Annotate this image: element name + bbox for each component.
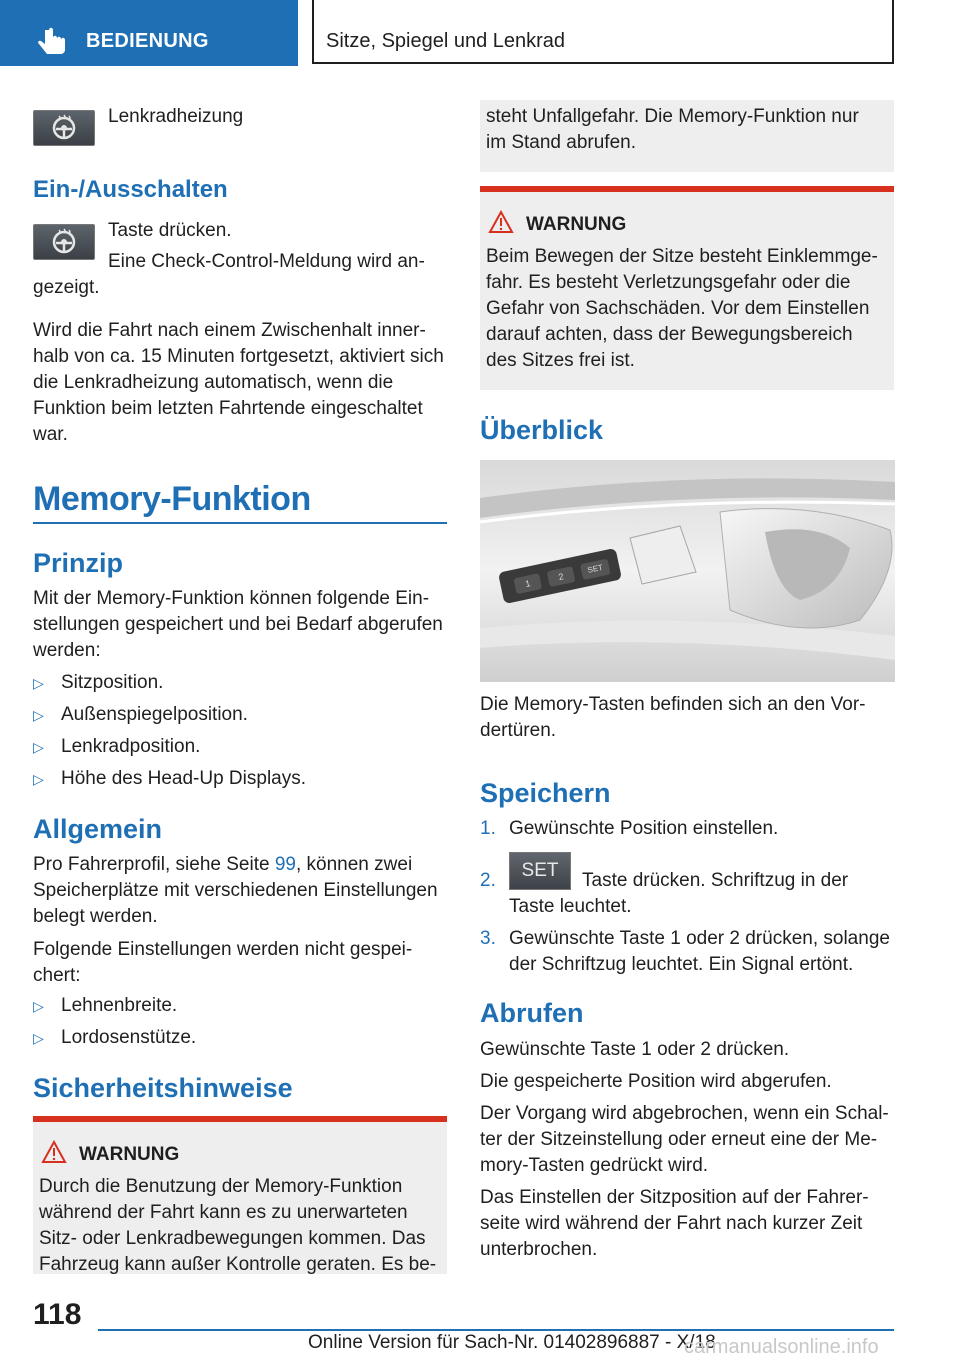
watermark: carmanualsonline.info [684,1336,879,1358]
warning-title: WARNUNG [526,214,627,235]
door-panel-photo [480,460,895,682]
chapter-header [312,0,894,64]
list-item: ▷ Lehnenbreite. [33,993,433,1019]
text-taste-druecken: Taste drücken. [108,220,232,241]
para-line: werden: [33,640,101,661]
list-item: ▷ Höhe des Head-Up Displays. [33,766,433,792]
heading-ein-ausschalten: Ein-/Ausschalten [33,176,228,203]
warning-triangle-icon [488,210,514,234]
warning-title: WARNUNG [79,1144,180,1165]
list-item: ▷ Lordosenstütze. [33,1025,433,1051]
para-line: Wird die Fahrt nach einem Zwischenhalt inner- [33,320,426,341]
para-line: chert: [33,965,81,986]
warning-box-continued [480,100,894,172]
triangle-bullet-icon: ▷ [33,998,44,1014]
heading-memory-funktion: Memory-Funktion [33,480,311,518]
para-line: Speicherplätze mit verschiedenen Einstellungen [33,880,438,901]
warning-text: Beim Bewegen der Sitze besteht Einklemmge- fahr. Es besteht Verletzungsgefahr oder die Gefahr von Sachschäden. Vor dem Einstellen darauf achten, dass der Bewegungsbereich des Sitzes frei ist. [486,246,878,371]
triangle-bullet-icon: ▷ [33,739,44,755]
text-check-control: Eine Check-Control-Meldung wird an- [108,251,425,272]
step-item: 2. SET Taste drücken. Schriftzug in der Taste leuchtet. [480,868,900,920]
warning-box [33,1122,447,1274]
memory-button-set: SET [580,559,611,580]
abrufen-paragraph: Gewünschte Taste 1 oder 2 drücken. Die gespeicherte Position wird abgerufen. Der Vorgang wird abgebrochen, wenn ein Schal- ter der Sitzeinstellung oder erneut eine der Me- mory-Tasten gedrückt wird. Das Einstellen der Sitzposition auf der Fahrer- seite wird während der Fahrt nach kurzer Zeit unterbrochen. [480,1039,889,1260]
nicht-paragraph [33,937,412,989]
para-line: Funktion beim letzten Fahrtende eingeschaltet [33,398,423,419]
warning-triangle-icon [41,1140,67,1164]
photo-caption: Die Memory-Tasten befinden sich an den Vor- dertüren. [480,694,866,741]
triangle-bullet-icon: ▷ [33,707,44,723]
auto-heat-paragraph [33,318,453,448]
prinzip-paragraph [33,586,443,664]
steering-heat-button-icon [33,110,95,146]
memory-button-1: 1 [513,573,542,594]
warning-box-2 [480,192,894,390]
allgemein-paragraph: Pro Fahrerprofil, siehe Seite 99, können zwei Speicherplätze mit verschiedenen Einstellungen belegt werden. [33,852,453,930]
chapter-title: Sitze, Spiegel und Lenkrad [326,30,566,52]
heading-prinzip: Prinzip [33,548,124,578]
steering-heat-caption: Lenkradheizung [108,106,244,127]
list-item: ▷ Lenkradposition. [33,734,433,760]
list-item: ▷ Außenspiegelposition. [33,702,433,728]
heading-sicherheitshinweise: Sicherheitshinweise [33,1073,293,1103]
para-line: Mit der Memory-Funktion können folgende Ein- [33,588,430,609]
page-link[interactable]: 99 [274,854,296,875]
steering-heat-button-icon-2 [33,224,95,260]
heading-speichern: Speichern [480,778,611,808]
triangle-bullet-icon: ▷ [33,1030,44,1046]
heading-underline [33,522,447,524]
heading-allgemein: Allgemein [33,814,163,844]
footer-line [98,1329,894,1331]
footer-online-version: Online Version für Sach-Nr. 01402896887 - X/18 [308,1332,716,1353]
triangle-bullet-icon: ▷ [33,771,44,787]
para-line: stellungen gespeichert und bei Bedarf abgerufen [33,614,443,635]
hand-pointer-icon [36,26,70,58]
warning-text: Durch die Benutzung der Memory-Funktion während der Fahrt kann es zu unerwarteten Sitz- oder Lenkradbewegungen kommen. Das Fahrzeug kann außer Kontrolle geraten. Es be- [39,1176,437,1275]
section-tab[interactable] [0,0,298,66]
page-number: 118 [33,1298,82,1331]
text-check-control-2: gezeigt. [33,277,100,298]
list-item: ▷ Sitzposition. [33,670,433,696]
para-line: die Lenkradheizung automatisch, wenn die [33,372,394,393]
triangle-bullet-icon: ▷ [33,675,44,691]
para-line: halb von ca. 15 Minuten fortgesetzt, aktiviert sich [33,346,444,367]
step-item: 3. Gewünschte Taste 1 oder 2 drücken, solange der Schriftzug leuchtet. Ein Signal ertönt. [480,928,890,975]
heading-ueberblick: Überblick [480,415,604,445]
section-tab-label: BEDIENUNG [86,30,209,52]
warning-text: steht Unfallgefahr. Die Memory-Funktion nur im Stand abrufen. [486,106,859,153]
set-button-icon: SET [509,852,571,890]
para-line: Folgende Einstellungen werden nicht gespei- [33,939,413,960]
para-line: war. [33,424,68,445]
memory-button-2: 2 [547,566,576,587]
step-item: 1. Gewünschte Position einstellen. [480,818,779,839]
para-line: belegt werden. [33,906,158,927]
heading-abrufen: Abrufen [480,998,584,1028]
